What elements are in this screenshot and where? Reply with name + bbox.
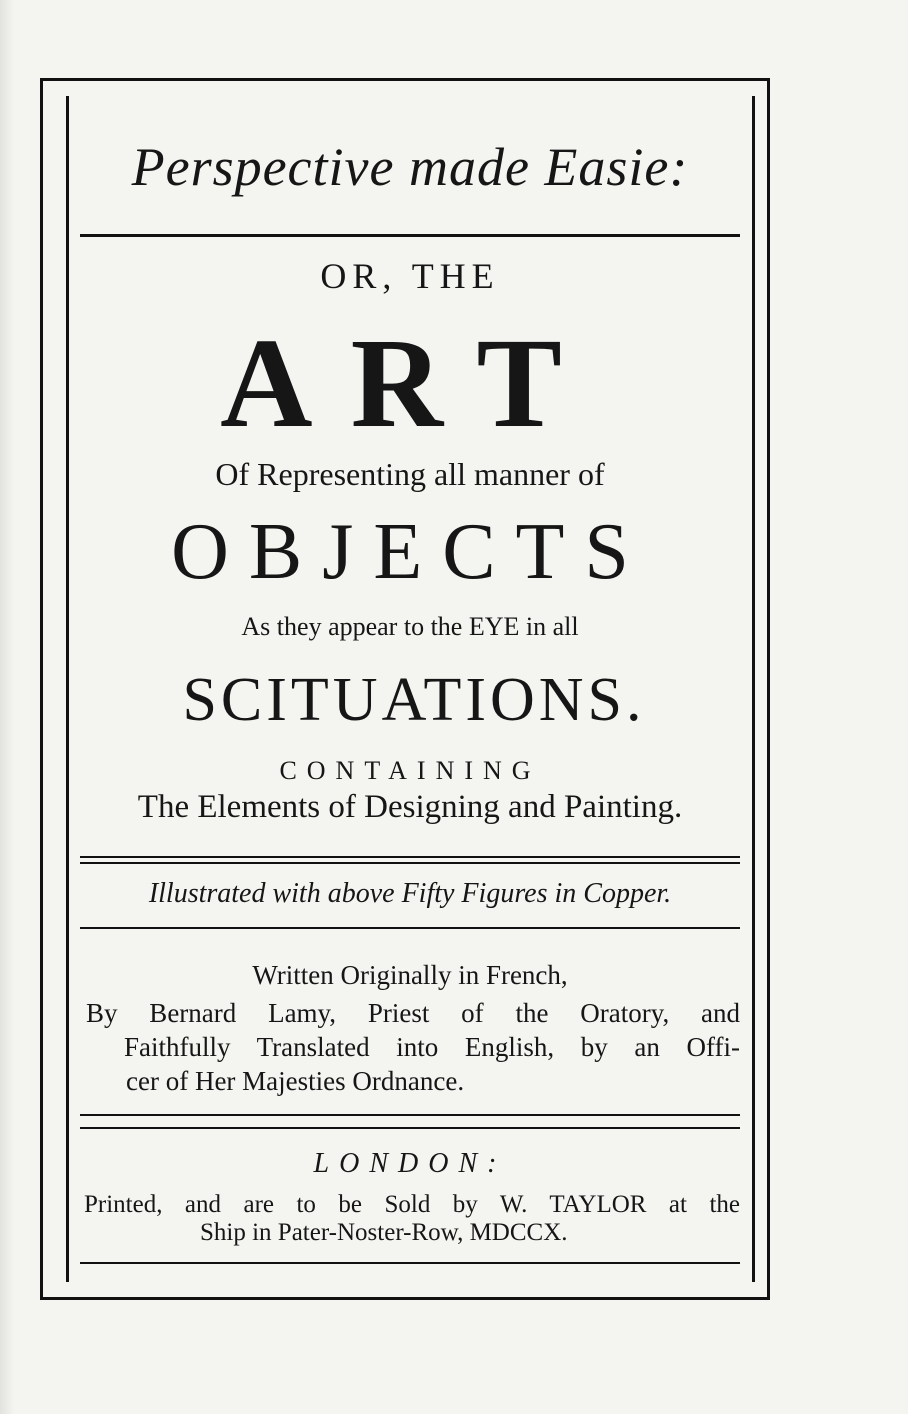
heading-art: ART [220, 312, 600, 454]
imprint-line-1: Printed, and are to be Sold by W. TAYLOR at the [84, 1191, 740, 1218]
rule-lower-1 [80, 1114, 740, 1116]
rule-upper-2 [80, 862, 740, 864]
rule-middle [80, 927, 740, 929]
author-line-2: By Bernard Lamy, Priest of the Oratory, and [86, 998, 740, 1028]
rule-upper-1 [80, 856, 740, 858]
author-line-4: cer of Her Majesties Ordnance. [126, 1066, 465, 1096]
line-containing: CONTAINING [279, 756, 541, 785]
heading-objects: OBJECTS [171, 508, 649, 596]
title-rule [80, 234, 740, 237]
imprint-line-2: Ship in Pater-Noster-Row, MDCCX. [200, 1219, 568, 1246]
line-elements: The Elements of Designing and Painting. [137, 789, 683, 825]
subtitle-or-the: OR, THE [320, 256, 500, 296]
main-title: Perspective made Easie: [131, 137, 689, 197]
line-of-representing: Of Representing all manner of [215, 456, 605, 492]
line-as-they-appear: As they appear to the EYE in all [241, 612, 579, 641]
rule-lower-2 [80, 1127, 740, 1129]
rule-bottom [80, 1262, 740, 1264]
author-line-1: Written Originally in French, [252, 960, 568, 990]
imprint-london: LONDON: [313, 1148, 507, 1179]
author-line-3: Faithfully Translated into English, by an Offi- [124, 1032, 740, 1062]
page-edge-shadow [0, 0, 14, 1414]
heading-scituations: SCITUATIONS. [182, 666, 646, 734]
line-illustrated: Illustrated with above Fifty Figures in Copper. [148, 878, 672, 909]
